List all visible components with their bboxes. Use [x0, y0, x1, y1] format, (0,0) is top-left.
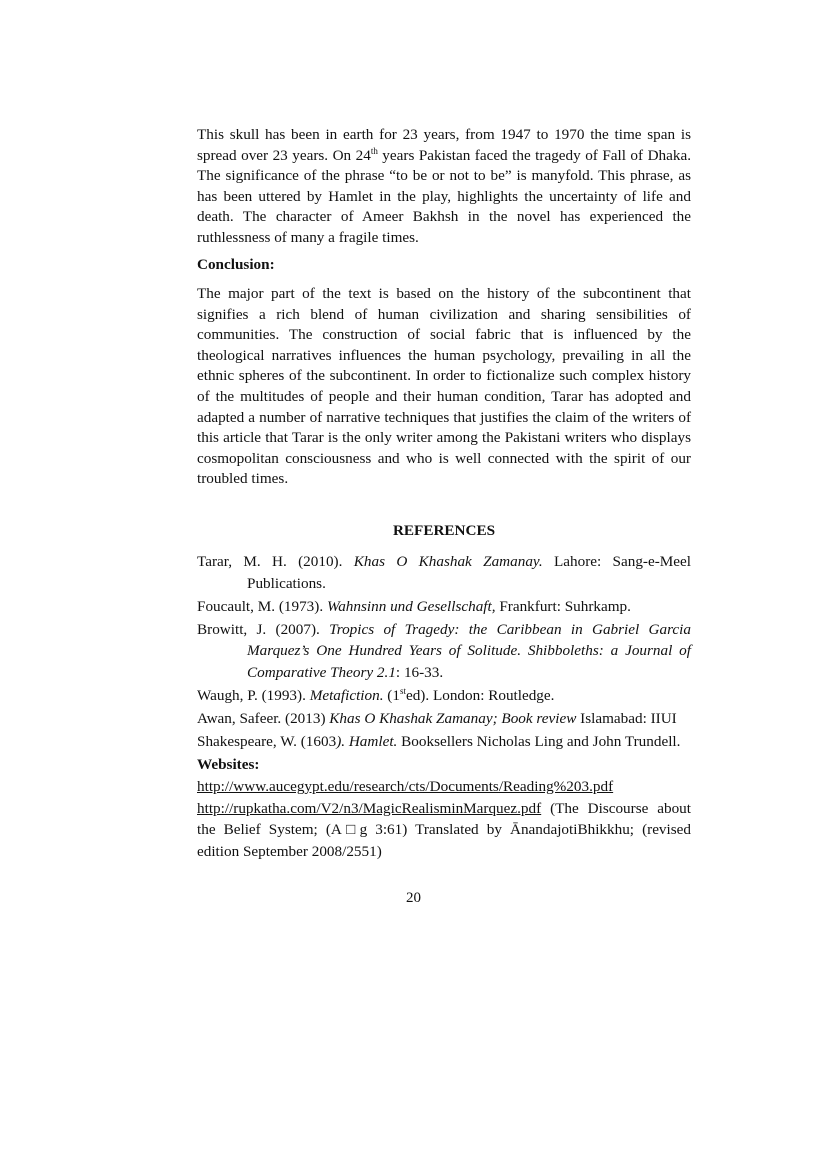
- websites-heading: Websites:: [197, 756, 260, 774]
- reference-title: Metafiction.: [309, 687, 384, 705]
- reference-title: Tropics of Tragedy: the Caribbean in Gabriel Garcia Marquez’s One Hundred Years of Solitude. Shibboleths: a Journal of Comparative Theory 2.1: [247, 620, 691, 681]
- reference-author: Foucault, M. (1973).: [197, 597, 327, 615]
- references-heading: REFERENCES: [392, 522, 496, 539]
- reference-entry: [197, 708, 691, 730]
- reference-author: Tarar, M. H. (2010).: [197, 553, 354, 570]
- conclusion-heading: Conclusion:: [197, 256, 275, 273]
- website-entry: [197, 776, 691, 798]
- reference-title: Khas O Khashak Zamanay.: [353, 553, 543, 570]
- website-link[interactable]: http://rupkatha.com/V2/n3/MagicRealisminMarquez.pdf: [197, 799, 542, 817]
- body-paragraph-1: [197, 125, 691, 249]
- reference-entry: [197, 619, 691, 684]
- reference-publisher: : 16-33.: [395, 663, 444, 681]
- reference-title: Khas O Khashak Zamanay; Book review: [329, 710, 577, 728]
- reference-edition: (1: [383, 687, 400, 705]
- para1-superscript: th: [370, 145, 378, 156]
- website-link[interactable]: http://www.aucegypt.edu/research/cts/Documents/Reading%203.pdf: [197, 777, 614, 795]
- reference-superscript: st: [399, 686, 406, 696]
- reference-entry: [197, 685, 691, 707]
- reference-author: Shakespeare, W. (1603: [197, 733, 337, 751]
- reference-publisher: Lahore: Sang-e-Meel Publications.: [247, 553, 691, 592]
- reference-publisher: Frankfurt: Suhrkamp.: [495, 597, 631, 615]
- reference-title: ). Hamlet.: [336, 733, 398, 751]
- reference-entry: [197, 551, 691, 594]
- website-entry: [197, 798, 691, 863]
- reference-publisher: Booksellers Nicholas Ling and John Trundell.: [397, 733, 681, 751]
- reference-author: Awan, Safeer. (2013): [197, 710, 330, 728]
- para1-text-b: years Pakistan faced the tragedy of Fall of Dhaka. The significance of the phrase “to be or not to be” is manyfold. This phrase, as has been uttered by Hamlet in the play, highlights the uncertainty of life and death. The character of Ameer Bakhsh in the novel has experienced the ruthlessness of many a fragile times.: [197, 146, 691, 246]
- reference-author: Waugh, P. (1993).: [197, 687, 310, 705]
- reference-title: Wahnsinn und Gesellschaft,: [326, 597, 496, 615]
- references-list: [197, 551, 691, 862]
- reference-publisher: Islamabad: IIUI: [576, 710, 677, 728]
- website-note: (The Discourse about the Belief System; (A□g 3:61) Translated by ĀnandajotiBhikkhu; (revised edition September 2008/2551): [197, 799, 691, 860]
- reference-author: Browitt, J. (2007).: [197, 620, 330, 638]
- body-paragraph-2: The major part of the text is based on the history of the subcontinent that signifies a rich blend of human civilization and sharing sensibilities of communities. The construction of social fabric that is influenced by the theological narratives influences the human psychology, prevailing in all the ethnic spheres of the subcontinent. In order to fictionalize such complex history of the multitudes of people and their human condition, Tarar has adopted and adapted a number of narrative techniques that justifies the claim of the writers of this article that Tarar is the only writer among the Pakistani writers who displays cosmopolitan consciousness and who is well connected with the spirit of our troubled times.: [197, 285, 691, 488]
- reference-entry: [197, 731, 691, 753]
- reference-entry: [197, 596, 691, 618]
- para1-text-a: This skull has been in earth for 23 years, from 1947 to 1970 the time span is spread over 23 years. On 24: [197, 126, 691, 164]
- page-number: 20: [406, 890, 421, 906]
- reference-publisher: ed). London: Routledge.: [405, 687, 555, 705]
